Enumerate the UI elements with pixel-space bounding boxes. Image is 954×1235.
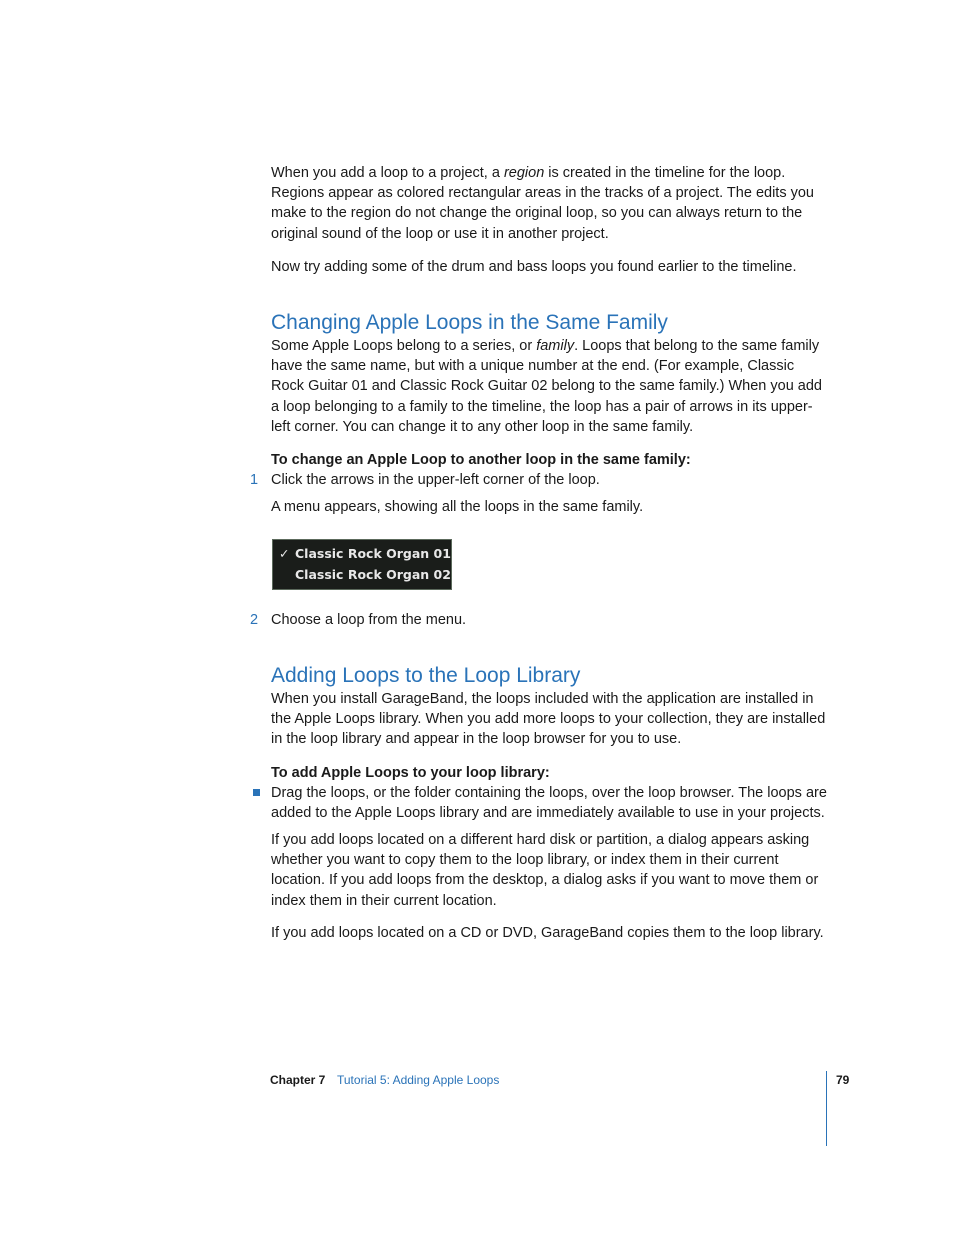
step-text: Click the arrows in the upper-left corner of the loop.	[271, 472, 600, 488]
intro-paragraph: When you add a loop to a project, a region is created in the timeline for the loop. Regions appear as colored rectangular areas in the tracks of a project. The edits you make to the region do not change the original loop, so you can always return to the original sound of the loop or use it in another project.	[271, 165, 814, 242]
menu-item	[273, 565, 451, 585]
cd-dvd-paragraph: If you add loops located on a CD or DVD, GarageBand copies them to the loop library.	[271, 925, 824, 941]
footer-chapter-title: Tutorial 5: Adding Apple Loops	[337, 1073, 500, 1087]
bullet-text: Drag the loops, or the folder containing the loops, over the loop browser. The loops are added to the Apple Loops library and are immediately available to use in your projects.	[271, 785, 827, 822]
section2-body: When you install GarageBand, the loops included with the application are installed in the Apple Loops library. When you add more loops to your collection, they are installed in the loop library and appear in the loop browser for you to use.	[271, 691, 826, 748]
family-term: family	[536, 338, 575, 354]
loop-family-menu-screenshot	[272, 539, 452, 590]
menu-item-label: Classic Rock Organ 02	[295, 567, 451, 582]
step-text: Choose a loop from the menu.	[271, 612, 467, 628]
footer-chapter: Chapter 7	[270, 1073, 326, 1087]
step-result: A menu appears, showing all the loops in the same family.	[271, 499, 644, 515]
task-heading-change-loop: To change an Apple Loop to another loop in the same family:	[271, 452, 691, 468]
step-number: 1	[250, 472, 259, 488]
region-term: region	[503, 165, 545, 181]
hard-disk-paragraph: If you add loops located on a different hard disk or partition, a dialog appears asking whether you want to copy them to the loop library, or index them in their current location. If you add loops from the desktop, a dialog asks if you want to move them or index them in their current location.	[271, 832, 819, 909]
page-number: 79	[836, 1073, 850, 1087]
task-heading-add-loops: To add Apple Loops to your loop library:	[271, 765, 550, 781]
section-heading-changing-loops: Changing Apple Loops in the Same Family	[271, 311, 668, 334]
section1-body: Some Apple Loops belong to a series, or family. Loops that belong to the same family have the same name, but with a unique number at the end. (For example, Classic Rock Guitar 01 and Classic Rock Guitar 02 belong to the same family.) When you add a loop belonging to a family to the timeline, the loop has a pair of arrows in its upper-left corner. You can change it to any other loop in the same family.	[271, 338, 822, 435]
menu-item-selected	[273, 544, 451, 564]
checkmark-icon: ✓	[279, 546, 290, 561]
step-number: 2	[250, 612, 259, 628]
section-heading-adding-loops: Adding Loops to the Loop Library	[271, 664, 581, 687]
footer-divider	[826, 1071, 827, 1146]
intro-paragraph-2: Now try adding some of the drum and bass loops you found earlier to the timeline.	[271, 259, 797, 275]
bullet-square-icon	[253, 789, 260, 796]
menu-item-label: Classic Rock Organ 01	[295, 546, 451, 561]
